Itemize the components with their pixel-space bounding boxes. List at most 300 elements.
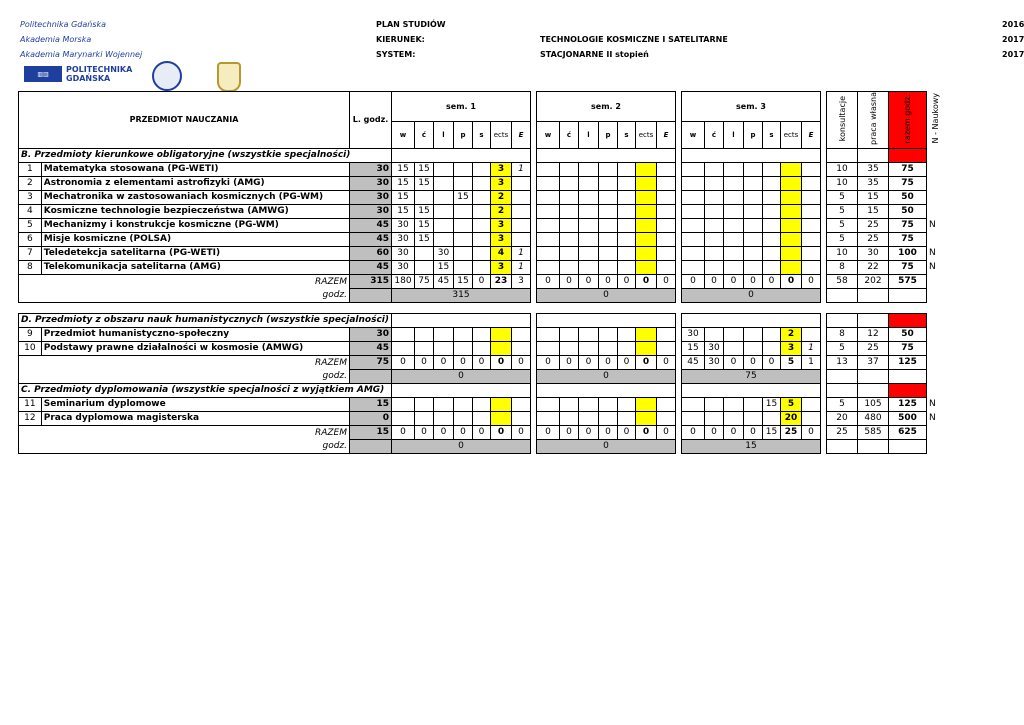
hours-cell: 15 [415, 204, 434, 218]
ects-cell [491, 327, 512, 341]
hours-cell [763, 176, 781, 190]
naukowy-cell [927, 162, 945, 176]
razem-sem-cell: 30 [705, 355, 724, 369]
hours-cell [724, 327, 744, 341]
sub-header-E: E [657, 121, 676, 148]
hours-cell: 30 [705, 341, 724, 355]
course-name: Seminarium dyplomowe [41, 397, 349, 411]
razem-sem-cell: 0 [781, 274, 802, 288]
ects-cell: 3 [781, 341, 802, 355]
hours-cell [434, 190, 454, 204]
razem-godz-cell: 500 [889, 411, 927, 425]
hours-cell [579, 327, 599, 341]
ects-cell: 2 [491, 204, 512, 218]
praca-header [858, 92, 889, 149]
course-number: 11 [19, 397, 42, 411]
hours-cell [599, 162, 618, 176]
year-2: 2017 [1002, 35, 1024, 44]
hours-cell [744, 341, 763, 355]
course-number: 10 [19, 341, 42, 355]
razem-row [19, 355, 945, 369]
hours-cell [682, 232, 705, 246]
hours-cell: 15 [415, 218, 434, 232]
praca-cell: 105 [858, 397, 889, 411]
lgodz-header: L. godz. [350, 92, 392, 149]
hours-cell [537, 218, 560, 232]
sub-header-l: l [579, 121, 599, 148]
sub-header-E: E [512, 121, 531, 148]
godz-sem-total: 0 [392, 369, 531, 383]
amw-logo-icon [217, 62, 241, 92]
hours-cell [802, 411, 821, 425]
sub-header-s: s [618, 121, 636, 148]
ects-cell [636, 411, 657, 425]
razem-row [19, 274, 945, 288]
razem-hours: 315 [350, 274, 392, 288]
sub-header-w: w [537, 121, 560, 148]
hours-cell [434, 327, 454, 341]
razem-godz-cell: 100 [889, 246, 927, 260]
praca-cell: 480 [858, 411, 889, 425]
sub-header-l: l [724, 121, 744, 148]
system-value: STACJONARNE II stopień [540, 50, 649, 59]
hours-cell [682, 204, 705, 218]
hours-cell [579, 204, 599, 218]
sub-header-p: p [744, 121, 763, 148]
naukowy-cell: N [929, 262, 936, 273]
course-hours: 60 [350, 246, 392, 260]
hours-cell [473, 176, 491, 190]
vertical-header-label: praca własna [868, 92, 878, 145]
hours-cell [599, 397, 618, 411]
hours-cell [434, 176, 454, 190]
hours-cell [560, 397, 579, 411]
course-row [19, 341, 945, 355]
naukowy-cell [927, 327, 945, 341]
godz-row [19, 288, 945, 302]
course-name: Kosmiczne technologie bezpieczeństwa (AMWG) [41, 204, 349, 218]
hours-cell [579, 190, 599, 204]
course-row [19, 327, 945, 341]
hours-cell: 30 [392, 232, 415, 246]
course-name: Mechanizmy i konstrukcje kosmiczne (PG-WM) [41, 218, 349, 232]
course-hours: 45 [350, 260, 392, 274]
section-title-row [19, 383, 945, 397]
course-number: 2 [19, 176, 42, 190]
hours-cell [618, 232, 636, 246]
razem-sem-cell: 0 [434, 425, 454, 439]
razem-sem-cell: 0 [744, 274, 763, 288]
hours-cell [537, 204, 560, 218]
razem-sem-cell: 0 [560, 274, 579, 288]
table-cell [858, 369, 889, 383]
table-cell [927, 148, 945, 162]
kierunek-label: KIERUNEK: [376, 35, 425, 44]
hours-cell: 30 [392, 260, 415, 274]
hours-cell [744, 397, 763, 411]
razem-sem-cell: 0 [579, 274, 599, 288]
razem-godz-cell: 75 [889, 232, 927, 246]
razem-sem-cell: 0 [512, 355, 531, 369]
hours-cell [473, 204, 491, 218]
hours-cell [657, 341, 676, 355]
konsultacje-cell: 10 [827, 162, 858, 176]
hours-cell [560, 204, 579, 218]
table-cell [858, 439, 889, 453]
hours-cell [657, 218, 676, 232]
naukowy-cell: N [929, 248, 936, 259]
course-row [19, 218, 945, 232]
hours-cell [618, 397, 636, 411]
razem-sem-cell: 0 [473, 355, 491, 369]
praca-cell: 15 [858, 204, 889, 218]
hours-cell [705, 246, 724, 260]
course-name: Przedmiot humanistyczno-społeczny [41, 327, 349, 341]
ects-cell: 2 [781, 327, 802, 341]
hours-cell [724, 218, 744, 232]
sub-header-s: s [473, 121, 491, 148]
kierunek-value: TECHNOLOGIE KOSMICZNE I SATELITARNE [540, 35, 728, 44]
razem-sem-cell: 0 [454, 355, 473, 369]
table-cell [927, 425, 945, 439]
hours-cell [744, 176, 763, 190]
naukowy-cell [927, 204, 945, 218]
hours-cell [579, 176, 599, 190]
razem-sem-cell: 0 [415, 355, 434, 369]
hours-cell [724, 260, 744, 274]
praca-cell: 12 [858, 327, 889, 341]
hours-cell [763, 218, 781, 232]
hours-cell [537, 260, 560, 274]
godz-sem-total: 0 [537, 288, 676, 302]
praca-cell: 25 [858, 341, 889, 355]
university-name-3: Akademia Marynarki Wojennej [20, 50, 143, 59]
hours-cell [618, 218, 636, 232]
razem-sem-cell: 0 [537, 355, 560, 369]
table-cell [827, 288, 858, 302]
hours-cell [763, 246, 781, 260]
razem-sem-cell: 0 [618, 355, 636, 369]
year-3: 2017 [1002, 50, 1024, 59]
ects-cell: 3 [491, 232, 512, 246]
hours-cell [560, 162, 579, 176]
ects-cell [636, 176, 657, 190]
razem-sem-cell: 75 [415, 274, 434, 288]
hours-cell [454, 246, 473, 260]
hours-cell [579, 246, 599, 260]
hours-cell [415, 260, 434, 274]
hours-cell [744, 204, 763, 218]
razem-godz-cell: 75 [889, 260, 927, 274]
razem-godz-cell: 50 [889, 327, 927, 341]
razem-sem-cell: 0 [802, 425, 821, 439]
section-title: B. Przedmioty kierunkowe obligatoryjne (wszystkie specjalności) [19, 148, 392, 162]
hours-cell [599, 341, 618, 355]
course-hours: 15 [350, 397, 392, 411]
razem-sem-cell: 0 [636, 355, 657, 369]
course-number: 12 [19, 411, 42, 425]
hours-cell [802, 204, 821, 218]
razem-sem-cell: 0 [763, 274, 781, 288]
ects-cell: 5 [781, 397, 802, 411]
hours-cell [599, 218, 618, 232]
sub-header-ects: ects [781, 121, 802, 148]
hours-cell [415, 327, 434, 341]
razem-godz-cell: 75 [889, 176, 927, 190]
naukowy-cell: N [929, 220, 936, 231]
ects-cell [781, 232, 802, 246]
course-row [19, 246, 945, 260]
sub-header-ć: ć [560, 121, 579, 148]
hours-cell [415, 190, 434, 204]
ects-cell [636, 397, 657, 411]
hours-cell [802, 190, 821, 204]
razem-sem-cell: 0 [537, 425, 560, 439]
table-cell [827, 313, 858, 327]
table-cell [927, 313, 945, 327]
godz-label: godz. [19, 369, 350, 383]
hours-cell [682, 411, 705, 425]
hours-cell [802, 260, 821, 274]
hours-cell [724, 341, 744, 355]
hours-cell [618, 341, 636, 355]
hours-cell [454, 397, 473, 411]
hours-cell [657, 246, 676, 260]
hours-cell [454, 232, 473, 246]
razem-hours: 75 [350, 355, 392, 369]
am-logo-icon [152, 61, 182, 91]
razem-sem-cell: 0 [415, 425, 434, 439]
hours-cell [802, 397, 821, 411]
razem-sem-cell: 0 [724, 274, 744, 288]
hours-cell [434, 411, 454, 425]
godz-sem-total: 0 [537, 369, 676, 383]
hours-cell [473, 411, 491, 425]
sem-header-1: sem. 1 [392, 92, 531, 122]
razem-sem-cell: 0 [560, 425, 579, 439]
razem-sem-cell: 0 [491, 355, 512, 369]
course-row [19, 260, 945, 274]
course-hours: 30 [350, 162, 392, 176]
hours-cell [618, 190, 636, 204]
hours-cell [579, 341, 599, 355]
hours-cell [473, 341, 491, 355]
table-cell [350, 439, 392, 453]
godz-sem-total: 0 [392, 439, 531, 453]
ects-cell [636, 246, 657, 260]
hours-cell: 1 [802, 341, 821, 355]
praca-cell: 22 [858, 260, 889, 274]
course-number: 3 [19, 190, 42, 204]
razem-sem-cell: 45 [682, 355, 705, 369]
hours-cell [618, 411, 636, 425]
hours-cell: 15 [763, 397, 781, 411]
hours-cell [744, 190, 763, 204]
sub-header-w: w [392, 121, 415, 148]
hours-cell [473, 397, 491, 411]
razem-sem-cell: 0 [599, 274, 618, 288]
razem-godz-cell: 125 [889, 397, 927, 411]
year-1: 2016 [1002, 20, 1024, 29]
razem-label: RAZEM [19, 274, 350, 288]
hours-cell [454, 327, 473, 341]
hours-cell [802, 176, 821, 190]
ects-cell [636, 218, 657, 232]
hours-cell: 1 [512, 246, 531, 260]
razem-praca: 585 [858, 425, 889, 439]
hours-cell: 30 [434, 246, 454, 260]
hours-cell [579, 162, 599, 176]
course-number: 6 [19, 232, 42, 246]
hours-cell [599, 411, 618, 425]
naukowy-cell: N [929, 413, 936, 424]
konsultacje-cell: 5 [827, 204, 858, 218]
konsultacje-cell: 5 [827, 218, 858, 232]
study-plan-table [18, 91, 945, 454]
hours-cell [392, 397, 415, 411]
razem-sem-cell: 15 [454, 274, 473, 288]
hours-cell [537, 246, 560, 260]
razem-konsultacje: 25 [827, 425, 858, 439]
ects-cell [636, 204, 657, 218]
razem-sem-cell: 1 [802, 355, 821, 369]
hours-cell [657, 260, 676, 274]
hours-cell [454, 176, 473, 190]
hours-cell [537, 232, 560, 246]
hours-cell [434, 341, 454, 355]
ects-cell: 2 [491, 190, 512, 204]
hours-cell [434, 397, 454, 411]
hours-cell [744, 232, 763, 246]
razem-sem-cell: 0 [657, 425, 676, 439]
section-title: D. Przedmioty z obszaru nauk humanistycznych (wszystkie specjalności) [19, 313, 392, 327]
hours-cell [802, 327, 821, 341]
course-name: Misje kosmiczne (POLSA) [41, 232, 349, 246]
ects-cell [781, 246, 802, 260]
razem-sem-cell: 180 [392, 274, 415, 288]
hours-cell [473, 162, 491, 176]
razem-sem-cell: 0 [724, 425, 744, 439]
vertical-header-label: razem godz. [903, 93, 912, 144]
hours-cell [705, 327, 724, 341]
hours-cell: 15 [415, 176, 434, 190]
hours-cell: 15 [392, 204, 415, 218]
table-cell [858, 148, 889, 162]
razem-sem-cell: 25 [781, 425, 802, 439]
naukowy-cell [927, 176, 945, 190]
hours-cell [705, 204, 724, 218]
course-name: Matematyka stosowana (PG-WETI) [41, 162, 349, 176]
hours-cell [657, 411, 676, 425]
hours-cell [579, 218, 599, 232]
hours-cell [705, 162, 724, 176]
course-row [19, 190, 945, 204]
course-hours: 45 [350, 218, 392, 232]
hours-cell [537, 327, 560, 341]
ects-cell [636, 162, 657, 176]
ects-cell: 3 [491, 260, 512, 274]
ects-cell [491, 411, 512, 425]
razem-konsultacje: 58 [827, 274, 858, 288]
hours-cell [724, 162, 744, 176]
godz-sem-total: 0 [682, 288, 821, 302]
razem-sem-cell: 0 [473, 274, 491, 288]
hours-cell [560, 190, 579, 204]
ects-cell [636, 190, 657, 204]
hours-cell [537, 190, 560, 204]
naukowy-cell [927, 190, 945, 204]
course-name: Astronomia z elementami astrofizyki (AMG) [41, 176, 349, 190]
razem-sem-cell: 15 [763, 425, 781, 439]
hours-cell [744, 327, 763, 341]
hours-cell [560, 327, 579, 341]
hours-cell [512, 341, 531, 355]
razem-godz-cell: 50 [889, 204, 927, 218]
hours-cell [415, 246, 434, 260]
hours-cell [618, 204, 636, 218]
hours-cell [657, 232, 676, 246]
ects-cell [491, 397, 512, 411]
konsultacje-cell: 5 [827, 232, 858, 246]
course-row [19, 232, 945, 246]
hours-cell [657, 176, 676, 190]
hours-cell [579, 397, 599, 411]
praca-cell: 35 [858, 162, 889, 176]
godz-sem-total: 315 [392, 288, 531, 302]
course-number: 5 [19, 218, 42, 232]
hours-cell [537, 176, 560, 190]
table-cell [927, 439, 945, 453]
hours-cell [744, 162, 763, 176]
hours-cell [579, 411, 599, 425]
razem-sem-cell: 0 [579, 355, 599, 369]
hours-cell [512, 411, 531, 425]
course-row [19, 176, 945, 190]
course-name: Telekomunikacja satelitarna (AMG) [41, 260, 349, 274]
ects-cell: 3 [491, 176, 512, 190]
ects-cell [781, 176, 802, 190]
konsultacje-cell: 5 [827, 190, 858, 204]
hours-cell [705, 190, 724, 204]
table-cell [19, 302, 945, 313]
konsultacje-cell: 10 [827, 246, 858, 260]
konsultacje-cell: 5 [827, 397, 858, 411]
przedmiot-header: PRZEDMIOT NAUCZANIA [19, 92, 350, 149]
section-title-fill [537, 148, 676, 162]
hours-cell [512, 190, 531, 204]
sub-header-l: l [434, 121, 454, 148]
hours-cell: 15 [415, 162, 434, 176]
godz-label: godz. [19, 288, 350, 302]
hours-cell [512, 232, 531, 246]
hours-cell [744, 411, 763, 425]
hours-cell [579, 232, 599, 246]
table-cell [889, 288, 927, 302]
hours-cell [657, 397, 676, 411]
razem-sem-cell: 3 [512, 274, 531, 288]
praca-cell: 30 [858, 246, 889, 260]
hours-cell [763, 190, 781, 204]
ects-cell [491, 341, 512, 355]
hours-cell [724, 411, 744, 425]
razem-label: RAZEM [19, 355, 350, 369]
razem-sem-cell: 0 [560, 355, 579, 369]
hours-cell [682, 176, 705, 190]
razem-sem-cell: 0 [599, 355, 618, 369]
razem-sem-cell: 0 [392, 425, 415, 439]
godz-sem-total: 15 [682, 439, 821, 453]
vertical-header-label: konsultacje [837, 95, 847, 142]
